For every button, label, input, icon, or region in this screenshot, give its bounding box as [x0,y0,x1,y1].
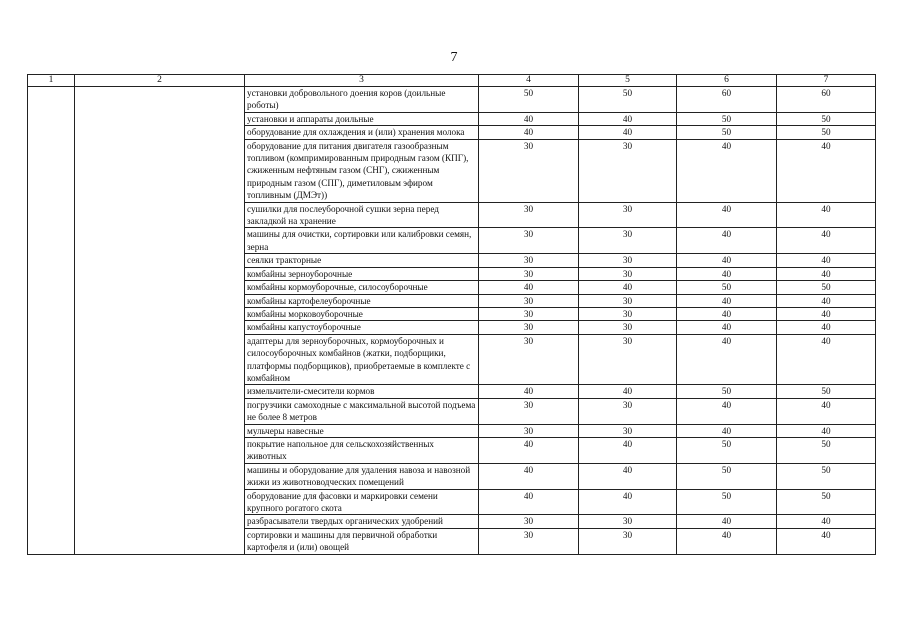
rates-table [27,74,876,555]
rate-value: 50 [777,112,876,125]
rate-value: 30 [479,267,579,280]
rate-value: 40 [677,424,777,437]
rate-value: 40 [479,385,579,398]
equipment-name: комбайны картофелеуборочные [245,294,479,307]
rate-value: 30 [579,202,677,228]
rate-value: 30 [579,321,677,334]
equipment-name: комбайны капустоуборочные [245,321,479,334]
rate-value: 40 [777,398,876,424]
rate-value: 40 [777,307,876,320]
rate-value: 40 [479,281,579,294]
rate-value: 40 [677,254,777,267]
rate-value: 40 [579,126,677,139]
rate-value: 40 [677,139,777,202]
rate-value: 40 [677,202,777,228]
equipment-name: комбайны кормоуборочные, силосоуборочные [245,281,479,294]
rate-value: 40 [677,307,777,320]
rate-value: 40 [579,385,677,398]
rate-value: 40 [579,489,677,515]
rate-value: 50 [677,437,777,463]
rate-value: 40 [777,139,876,202]
column-header: 4 [479,75,579,87]
rate-value: 50 [579,87,677,113]
column-header: 2 [75,75,245,87]
rate-value: 40 [777,424,876,437]
rate-value: 40 [677,528,777,554]
equipment-name: сортировки и машины для первичной обработки картофеля и (или) овощей [245,528,479,554]
equipment-name: адаптеры для зерноуборочных, кормоуборочных и силосоуборочных комбайнов (жатки, подборщики, платформы подборщиков), приобретаемые в комплекте с комбайном [245,334,479,385]
rate-value: 30 [579,424,677,437]
rate-value: 30 [579,254,677,267]
table-row [28,87,876,113]
rate-value: 40 [677,294,777,307]
equipment-name: оборудование для питания двигателя газообразным топливом (компримированным природным газом (КПГ), сжиженным нефтяным газом (СНГ), сжиженным природным газом (СПГ), диметиловым эфиром топливным (ДМЭт)) [245,139,479,202]
rate-value: 50 [677,281,777,294]
cell-col1-empty [28,87,75,555]
header-row [28,75,876,87]
equipment-name: разбрасыватели твердых органических удобрений [245,515,479,528]
rate-value: 50 [677,126,777,139]
rate-value: 30 [579,334,677,385]
equipment-name: покрытие напольное для сельскохозяйственных животных [245,437,479,463]
rate-value: 30 [479,424,579,437]
equipment-name: мульчеры навесные [245,424,479,437]
rate-value: 40 [579,437,677,463]
rate-value: 40 [677,334,777,385]
rate-value: 40 [677,398,777,424]
equipment-name: машины для очистки, сортировки или калибровки семян, зерна [245,228,479,254]
rate-value: 40 [479,112,579,125]
rate-value: 30 [579,307,677,320]
rate-value: 30 [579,139,677,202]
rate-value: 40 [677,515,777,528]
rate-value: 30 [479,294,579,307]
equipment-name: установки и аппараты доильные [245,112,479,125]
rate-value: 40 [677,228,777,254]
equipment-name: сеялки тракторные [245,254,479,267]
rate-value: 30 [479,139,579,202]
equipment-name: машины и оборудование для удаления навоза и навозной жижи из животноводческих помещений [245,463,479,489]
rate-value: 50 [677,112,777,125]
rate-value: 30 [479,398,579,424]
cell-col2-empty [75,87,245,555]
column-header: 1 [28,75,75,87]
column-header: 6 [677,75,777,87]
rate-value: 30 [479,307,579,320]
rate-value: 40 [579,112,677,125]
rate-value: 40 [777,228,876,254]
rate-value: 40 [579,463,677,489]
rate-value: 30 [479,202,579,228]
rate-value: 40 [777,202,876,228]
rate-value: 40 [479,463,579,489]
rate-value: 50 [777,463,876,489]
rate-value: 40 [579,281,677,294]
equipment-name: оборудование для фасовки и маркировки семени крупного рогатого скота [245,489,479,515]
rate-value: 30 [479,228,579,254]
rate-value: 30 [479,254,579,267]
rate-value: 60 [777,87,876,113]
rate-value: 30 [579,528,677,554]
rate-value: 30 [579,398,677,424]
rate-value: 40 [677,267,777,280]
column-header: 7 [777,75,876,87]
rate-value: 30 [479,528,579,554]
rate-value: 40 [777,515,876,528]
rate-value: 50 [677,463,777,489]
rate-value: 40 [777,334,876,385]
equipment-name: измельчители-смесители кормов [245,385,479,398]
equipment-name: комбайны зерноуборочные [245,267,479,280]
page-number: 7 [450,50,458,65]
rate-value: 40 [777,267,876,280]
equipment-name: погрузчики самоходные с максимальной высотой подъема не более 8 метров [245,398,479,424]
rate-value: 50 [777,489,876,515]
column-header: 3 [245,75,479,87]
column-header: 5 [579,75,677,87]
table-body [28,87,876,555]
equipment-name: установки добровольного доения коров (доильные роботы) [245,87,479,113]
rate-value: 30 [479,334,579,385]
rate-value: 40 [777,528,876,554]
rate-value: 40 [777,294,876,307]
rate-value: 50 [777,437,876,463]
equipment-name: комбайны морковоуборочные [245,307,479,320]
equipment-name: сушилки для послеуборочной сушки зерна перед закладкой на хранение [245,202,479,228]
rate-value: 50 [677,489,777,515]
rate-value: 50 [777,281,876,294]
rate-value: 30 [579,294,677,307]
rate-value: 40 [777,254,876,267]
rate-value: 30 [479,321,579,334]
rate-value: 50 [777,126,876,139]
rate-value: 30 [579,228,677,254]
rate-value: 40 [479,489,579,515]
rate-value: 40 [479,437,579,463]
rate-value: 40 [479,126,579,139]
rate-value: 50 [777,385,876,398]
rate-value: 30 [579,515,677,528]
rate-value: 50 [677,385,777,398]
rate-value: 60 [677,87,777,113]
rate-value: 30 [579,267,677,280]
rate-value: 50 [479,87,579,113]
rate-value: 40 [677,321,777,334]
rate-value: 40 [777,321,876,334]
rate-value: 30 [479,515,579,528]
equipment-name: оборудование для охлаждения и (или) хранения молока [245,126,479,139]
